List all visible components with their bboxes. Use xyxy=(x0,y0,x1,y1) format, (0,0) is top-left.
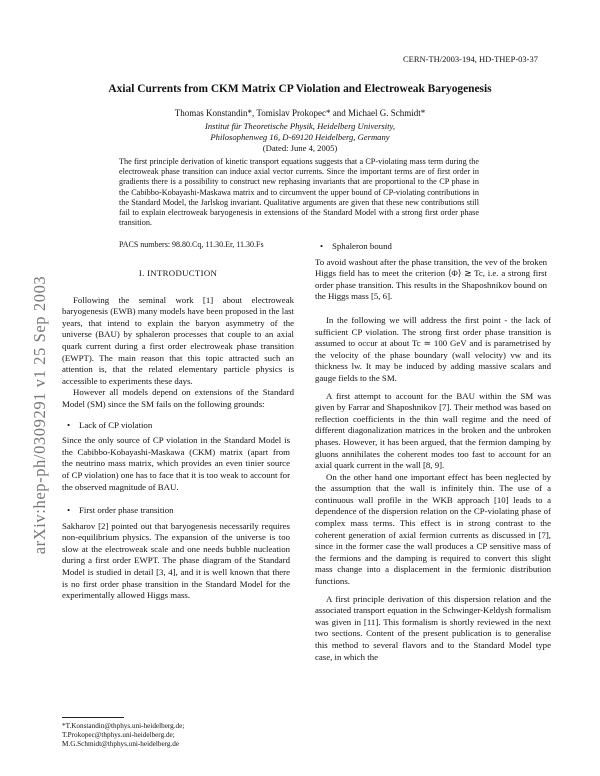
report-number: CERN-TH/2003-194, HD-THEP-03-37 xyxy=(402,54,538,64)
bullet-text: To avoid washout after the phase transition, the vev of the broken Higgs field has to meet the criterion ⟨Φ⟩ ≳ Tc, i.e. a strong first order phase transition. This results in the Shaposhnikov bound on the Higgs mass [5, 6]. xyxy=(315,256,547,302)
bullet-text: Since the only source of CP violation in the Standard Model is the Cabibbo-Kobayashi-Maskawa (CKM) matrix (apart from the neutrino mass matrix, which provides an even tinier source of CP violation) one has to face that it is too weak to account for the observed magnitude of BAU. xyxy=(62,435,290,492)
pacs-numbers: PACS numbers: 98.80.Cq, 11.30.Er, 11.30.Fs xyxy=(119,240,264,249)
paper-title: Axial Currents from CKM Matrix CP Violation and Electroweak Baryogenesis xyxy=(108,83,492,95)
paragraph: Following the seminal work [1] about electroweak baryogenesis (EWB) many models have been proposed in the last years, that intend to explain the baryon asymmetry of the universe (BAU) by sphaleron processes that couple to an axial quark current during a first order electroweak phase transition (EWPT). The main reason that this topic attracted such an attention is, that the related elementary particle physics is accessible to experiments these days. xyxy=(62,294,294,386)
section-heading: I. INTRODUCTION xyxy=(138,268,218,278)
right-column xyxy=(315,241,551,663)
bullet-text: Sakharov [2] pointed out that baryogenesis necessarily requires non-equilibrium physics. The expansion of the universe is too slow at the electroweak scale and one needs bubble nucleation during a first order EWPT. The phase diagram of the Standard Model is studied in detail [3, 4], and it is well known that there is no first order phase transition in the Standard Model for the experimentally allowed Higgs mass. xyxy=(62,520,290,601)
bullet-item xyxy=(62,420,294,432)
footnote-rule xyxy=(62,717,124,718)
paragraph: A first principle derivation of this dispersion relation and the associated transport equation in the Schwinger-Keldysh formalism was given in [11]. This formalism is shortly reviewed in the next two sections. Content of the present publication is to generalise this method to several flavors and to the Standard Model type case, in which the xyxy=(315,593,551,662)
footnote-line: *T.Konstandin@thphys.uni-heidelberg.de; xyxy=(62,722,185,730)
author-list: Thomas Konstandin*, Tomislav Prokopec* and Michael G. Schmidt* xyxy=(174,108,426,118)
bullet-icon: • xyxy=(320,241,324,251)
bullet-title: First order phase transition xyxy=(79,505,174,516)
affiliation-line-1: Institut für Theoretische Physik, Heidelberg University, xyxy=(204,121,396,131)
arxiv-stamp xyxy=(10,205,70,625)
bullet-icon: • xyxy=(67,419,71,430)
footnote-line: T.Prokopec@thphys.uni-heidelberg.de; xyxy=(62,731,175,740)
footnote-line: M.G.Schmidt@thphys.uni-heidelberg.de xyxy=(62,740,180,749)
footnotes xyxy=(62,722,184,750)
abstract: The first principle derivation of kinetic transport equations suggests that a CP-violating mass term during the electroweak phase transition can induce axial vector currents. Since the important terms are of first order in gradients there is a possibility to construct new rephasing invariants that are proportional to the CP phase in the Cabibbo-Kobayashi-Maskawa matrix and to circumvent the upper bound of CP-violating contributions in the Standard Model, the Jarlskog invariant. Qualitative arguments are given that these new contributions still fail to explain electroweak baryogenesis in extensions of the Standard Model with a strong first order phase transition. xyxy=(119,157,479,228)
bullet-title: Sphaleron bound xyxy=(332,241,392,251)
bullet-icon: • xyxy=(67,505,71,516)
arxiv-id: arXiv:hep-ph/0309291 v1 25 Sep 2003 xyxy=(30,275,49,555)
bullet-item xyxy=(62,505,294,517)
bullet-title: Lack of CP violation xyxy=(79,419,153,430)
left-column xyxy=(62,268,294,602)
paragraph: A first attempt to account for the BAU within the SM was given by Farrar and Shaposhnikov [7]. Their method was based on reflection coefficients in the thin wall regime and the need of different diagonalization matrices in the broken and the unbroken phases. However, it has been argued, that the fermion damping by gluons annihilates the coherent modes too fast to account for an axial quark current in the wall [8, 9]. xyxy=(315,390,551,471)
paragraph: However all models depend on extensions of the Standard Model (SM) since the SM fails on the following grounds: xyxy=(62,387,294,409)
date-line: (Dated: June 4, 2005) xyxy=(262,143,338,153)
bullet-item xyxy=(315,241,551,253)
paragraph: On the other hand one important effect has been neglected by the assumption that the wall is infinitely thin. The use of a continuous wall profile in the WKB approach [10] leads to a dependence of the dispersion relation on the CP-violating phase of complex mass terms. This effect is in strong contrast to the coherent generation of axial fermion currents as discussed in [7], since in the former case the wall produces a CP sensitive mass of the fermions and the damping is required to convert this slight mass change into a displacement in the fermionic distribution functions. xyxy=(315,471,551,587)
affiliation-line-2: Philosophenweg 16, D-69120 Heidelberg, Germany xyxy=(210,132,390,142)
paragraph: In the following we will address the first point - the lack of sufficient CP violation. The strong first order phase transition is assumed to occur at about Tc ≃ 100 GeV and is parametrised by the velocity of the phase boundary (wall velocity) vw and its thickness lw. It may be induced by adding massive scalars and gauge fields to the SM. xyxy=(315,314,551,383)
